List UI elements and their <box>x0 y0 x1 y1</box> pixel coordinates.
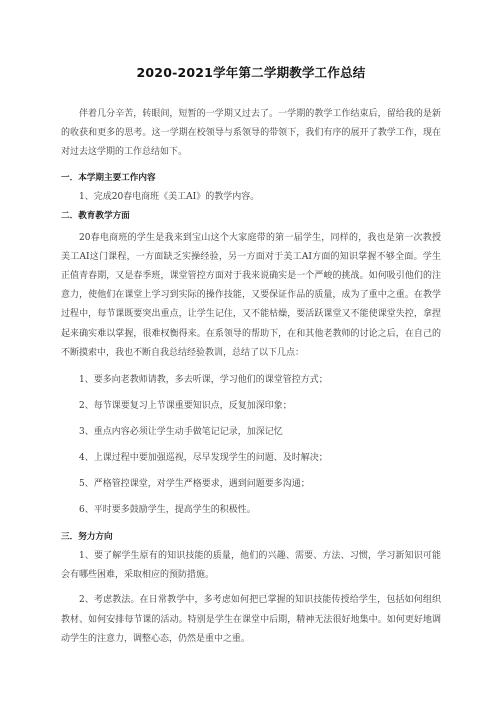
list-item: 5、严格管控课堂，对学生严格要求，遇到问题要多沟通； <box>79 479 310 490</box>
list-item: 4、上课过程中要加强巡视，尽早发现学生的问题、及时解决； <box>79 453 328 464</box>
section3-paragraph-2: 2、考虑教法。在日常教学中，多考虑如何把已掌握的知识技能传授给学生，包括如何组织教材、如何安排每节课的活动。特别是学生在课堂中后期，精神无法很好地集中。如何更好地调动学生的注意力，调整心态，仍然是重中之重。 <box>61 595 441 644</box>
section3-paragraph-1: 1、要了解学生原有的知识技能的质量，他们的兴趣、需要、方法、习惯，学习新知识可能会有哪些困难，采取相应的预防措施。 <box>61 551 441 581</box>
summary-list <box>61 372 441 518</box>
section1-item: 1、完成20春电商班《美工AI》的教学内容。 <box>79 191 260 202</box>
list-item: 2、每节课要复习上节课重要知识点，反复加深印象； <box>79 401 292 412</box>
document-title: 2020-2021学年第二学期教学工作总结 <box>136 65 366 80</box>
section1-heading: 一．本学期主要工作内容 <box>61 172 156 183</box>
section2-heading: 二．教育教学方面 <box>61 210 130 221</box>
list-item: 1、要多向老教师请教，多去听课，学习他们的课堂管控方式； <box>79 375 328 386</box>
list-item: 3、重点内容必须让学生动手做笔记记录，加深记忆 <box>79 427 283 438</box>
intro-paragraph: 伴着几分辛苦，转眼间，短暂的一学期又过去了。一学期的教学工作结束后，留给我的是新的收获和更多的思考。这一学期在校领导与系领导的带领下，我们有序的展开了教学工作，现在对过去这学期的工作总结如下。 <box>61 109 441 158</box>
list-item: 6、平时要多鼓励学生，提高学生的积极性。 <box>79 505 256 516</box>
section2-paragraph: 20春电商班的学生是我来到宝山这个大家庭带的第一届学生，同样的，我也是第一次教授美工AI这门课程，一方面缺乏实操经验，另一方面对于美工AI方面的知识掌握不够全面。学生正值青春期，又是春季班，课堂管控方面对于我来说确实是一个严峻的挑战。如何吸引他们的注意力，使他们在课堂上学习到实际的操作技能，又要保证作品的质量，成为了重中之重。在教学过程中，每节课既要突出重点，让学生记住，又不能枯燥，要活跃课堂又不能使课堂失控，拿捏起来确实难以掌握，很难权衡得来。在系领导的帮助下，在和其他老教师的讨论之后，在自己的不断摸索中，我也不断自我总结经验教训，总结了以下几点： <box>61 232 441 358</box>
section3-heading: 三．努力方向 <box>61 532 113 543</box>
